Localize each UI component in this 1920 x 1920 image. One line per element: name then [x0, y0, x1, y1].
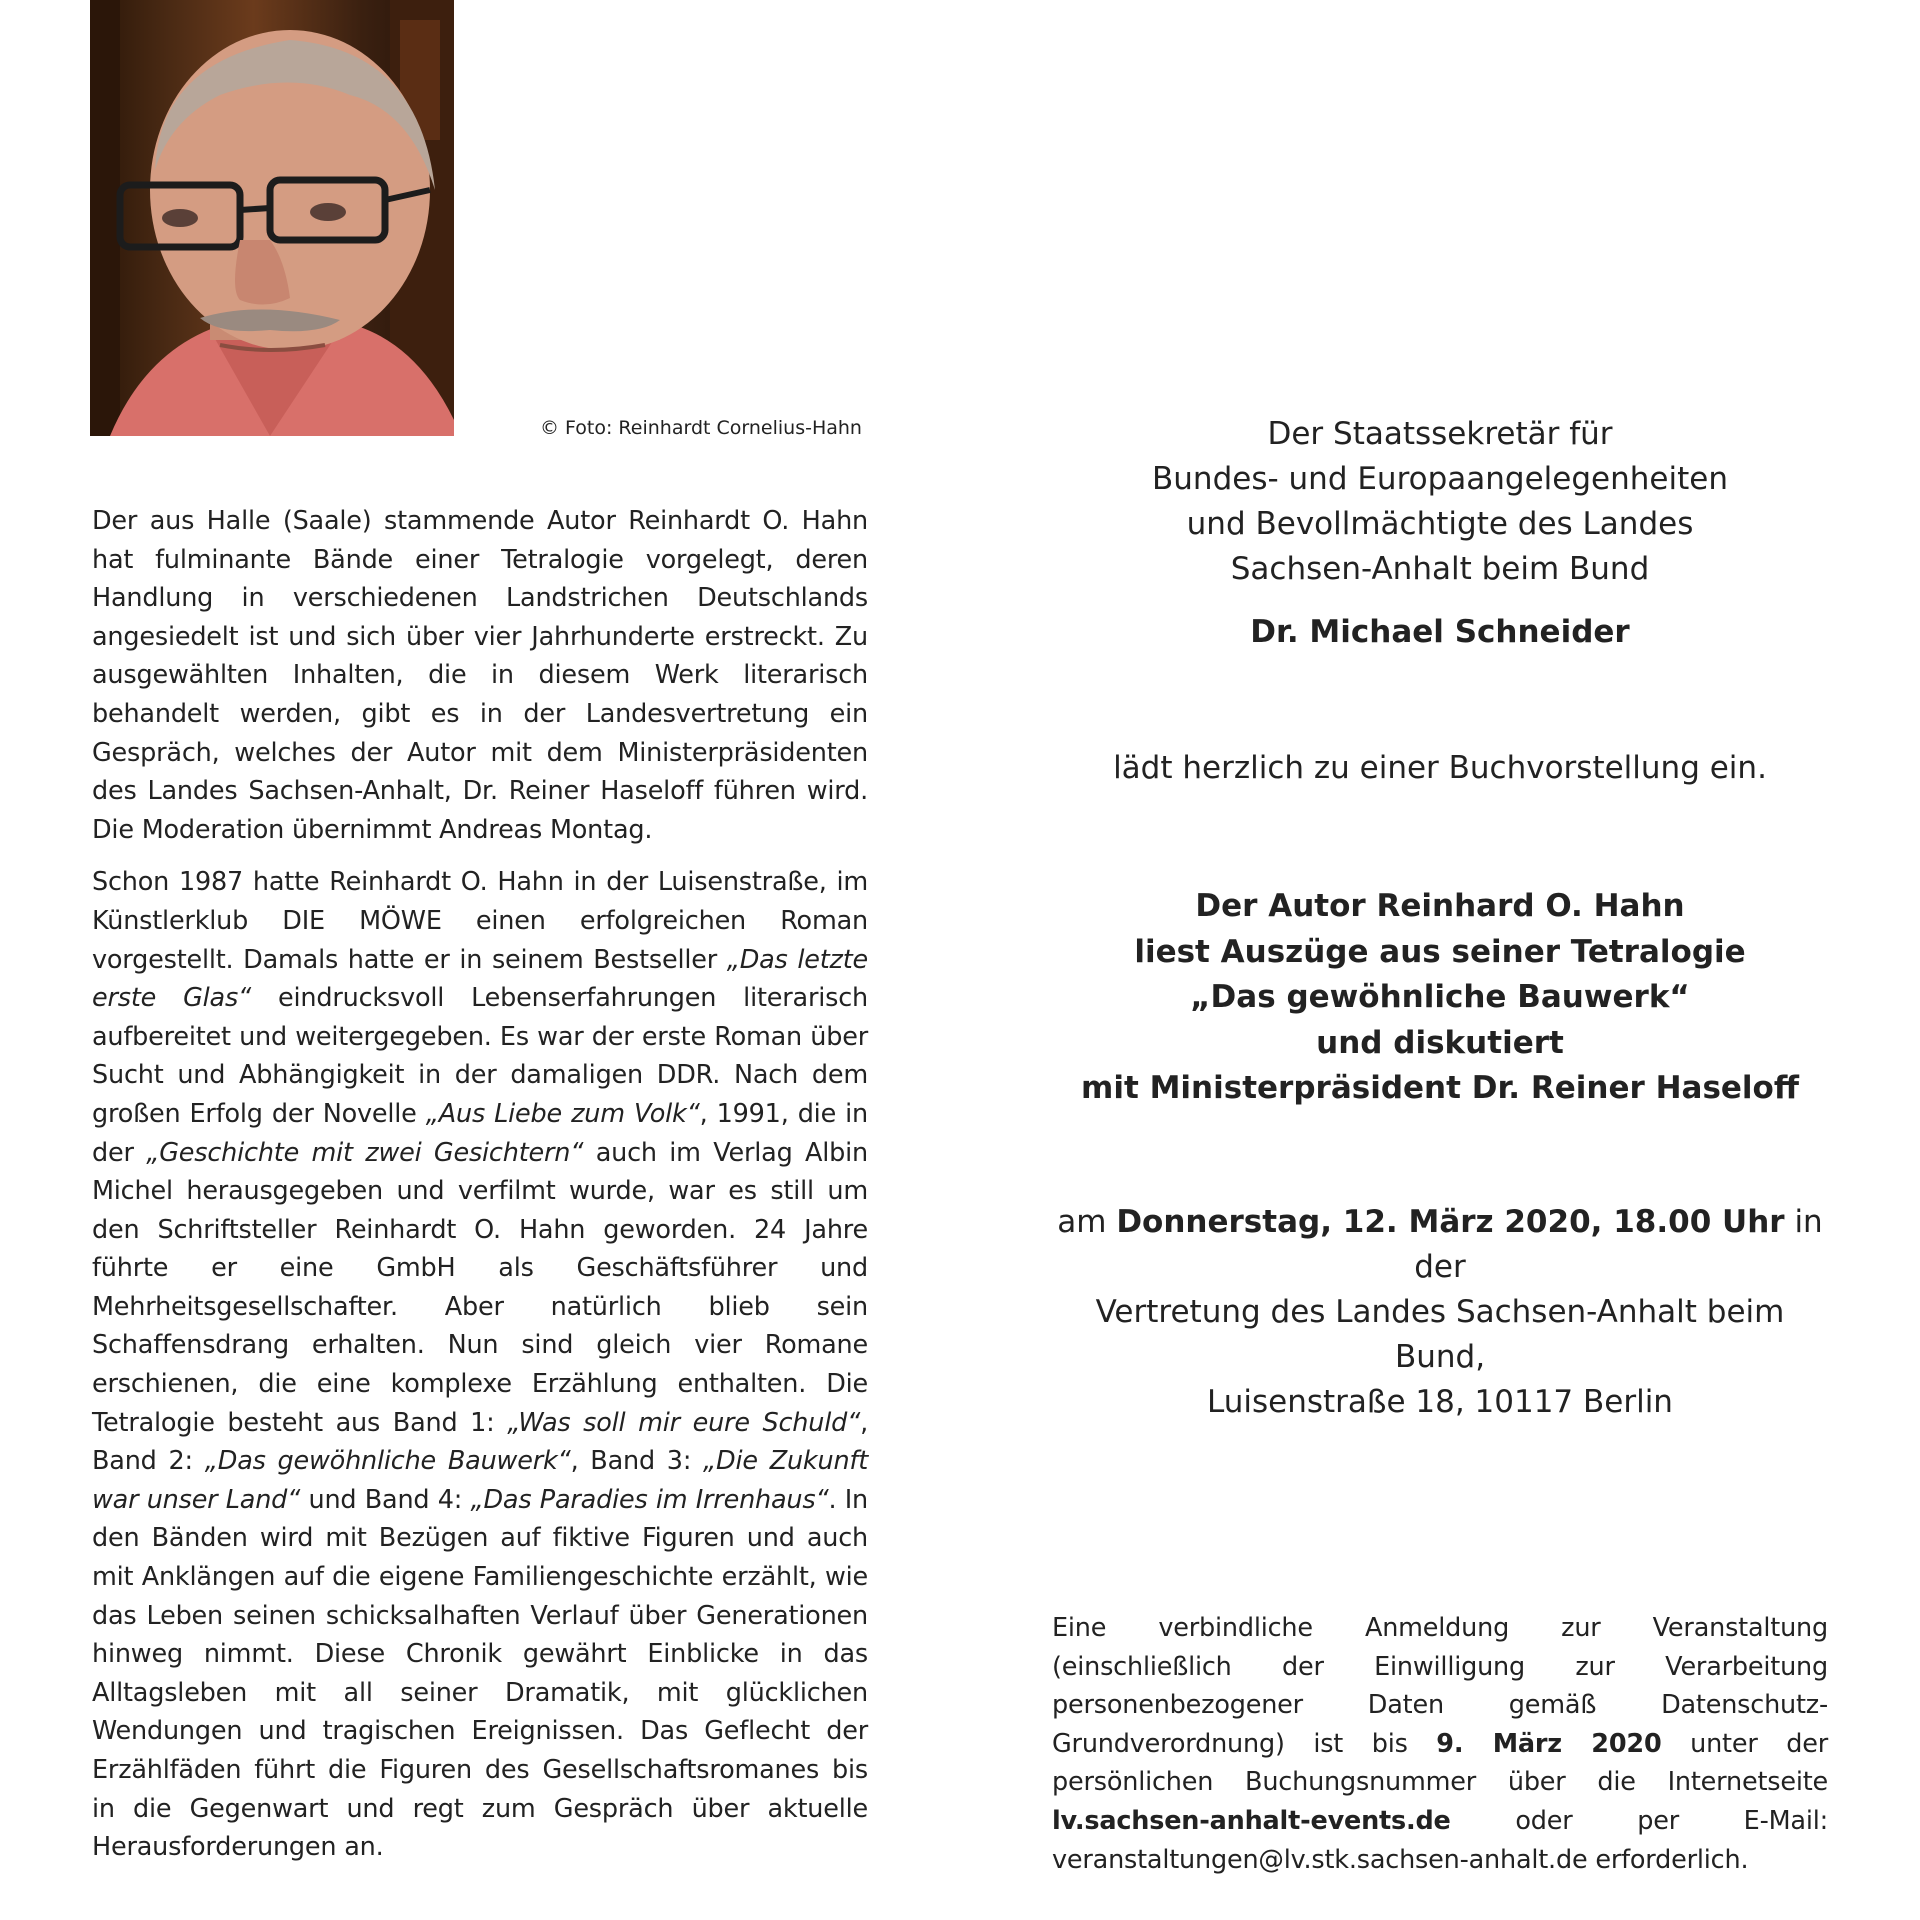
book-title-band4: „Das Paradies im Irrenhaus“ — [470, 1484, 829, 1515]
description-paragraph-1: Der aus Halle (Saale) stammende Autor Reinhardt O. Hahn hat fulminante Bände einer Tetralogie vorgelegt, deren Handlung in verschiedenen Landstrichen Deutschlands angesiedelt ist und sich über vier Jahrhunderte erstreckt. Zu ausgewählten Inhalten, die in diesem Werk literarisch behandelt werden, gibt es in der Landesvertretung ein Gespräch, welches der Autor mit dem Ministerpräsidenten des Landes Sachsen-Anhalt, Dr. Reiner Haseloff führen wird. Die Moderation übernimmt Andreas Montag. — [92, 506, 868, 845]
event-date-venue — [1050, 1200, 1830, 1425]
host-title: Der Staatssekretär für Bundes- und Europaangelegenheiten und Bevollmächtigte des Landes Sachsen-Anhalt beim Bund — [1152, 416, 1728, 587]
book-title-volk: „Aus Liebe zum Volk“ — [425, 1098, 700, 1129]
venue-line-1: Vertretung des Landes Sachsen-Anhalt beim Bund, — [1095, 1294, 1785, 1375]
registration-deadline: 9. März 2020 — [1436, 1728, 1662, 1759]
event-date: am Donnerstag, 12. März 2020, 18.00 Uhr in der — [1057, 1204, 1823, 1285]
author-portrait-photo — [90, 0, 454, 436]
venue-line-2: Luisenstraße 18, 10117 Berlin — [1207, 1384, 1673, 1420]
book-title-band2: „Das gewöhnliche Bauwerk“ — [204, 1446, 571, 1477]
book-title-band1: „Was soll mir eure Schuld“ — [507, 1407, 861, 1438]
host-name: Dr. Michael Schneider — [1250, 614, 1630, 650]
event-headline: Der Autor Reinhard O. Hahn liest Auszüge aus seiner Tetralogie „Das gewöhnliche Bauwerk“ und diskutiert mit Ministerpräsident Dr. Reiner Haseloff — [1081, 888, 1799, 1106]
registration-email-link[interactable]: veranstaltungen@lv.stk.sachsen-anhalt.de — [1052, 1844, 1588, 1875]
book-title-band3: „Die Zukunft war unser Land“ — [92, 1446, 868, 1515]
book-title-gesichter: „Geschichte mit zwei Gesichtern“ — [146, 1137, 584, 1168]
registration-website-link[interactable]: lv.sachsen-anhalt-events.de — [1052, 1805, 1451, 1836]
invite-line: lädt herzlich zu einer Buchvorstellung ein. — [1113, 750, 1767, 786]
registration-note: Eine verbindliche Anmeldung zur Veranstaltung (einschließlich der Einwilligung zur Verarbeitung personenbezogener Daten gemäß Datenschutz-Grundverordnung) ist bis 9. März 2020 unter der persönlichen Buchungsnummer über die Internetseite lv.sachsen-anhalt-events.de oder per E-Mail: veranstaltungen@lv.stk.sachsen-anhalt.de erforderlich. — [1052, 1613, 1828, 1875]
photo-credit: © Foto: Reinhardt Cornelius-Hahn — [540, 417, 862, 439]
description-paragraph-2: Schon 1987 hatte Reinhardt O. Hahn in der Luisenstraße, im Künstlerklub DIE MÖWE einen erfolgreichen Roman vorgestellt. Damals hatte er in seinem Bestseller „Das letzte erste Glas“ eindrucksvoll Lebenserfahrungen literarisch aufbereitet und weitergegeben. Es war der erste Roman über Sucht und Abhängigkeit in der damaligen DDR. Nach dem großen Erfolg der Novelle „Aus Liebe zum Volk“, 1991, die in der „Geschichte mit zwei Gesichtern“ auch im Verlag Albin Michel herausgegeben und verfilmt wurde, war es still um den Schriftsteller Reinhardt O. Hahn geworden. 24 Jahre führte er eine GmbH als Geschäftsführer und Mehrheitsgesellschafter. Aber natürlich blieb sein Schaffensdrang erhalten. Nun sind gleich vier Romane erschienen, die eine komplexe Erzählung enthalten. Die Tetralogie besteht aus Band 1: „Was soll mir eure Schuld“, Band 2: „Das gewöhnliche Bauwerk“, Band 3: „Die Zukunft war unser Land“ und Band 4: „Das Paradies im Irrenhaus“. In den Bänden wird mit Bezügen auf fiktive Figuren und auch mit Anklängen auf die eigene Familiengeschichte erzählt, wie das Leben seinen schicksalhaften Verlauf über Generationen hinweg nimmt. Diese Chronik gewährt Einblicke in das Alltagsleben mit all seiner Dramatik, mit glücklichen Wendungen und tragischen Ereignissen. Das Geflecht der Erzählfäden führt die Figuren des Gesellschaftsromanes bis in die Gegenwart und regt zum Gespräch über aktuelle Herausforderungen an. — [92, 867, 868, 1863]
portrait-illustration — [90, 0, 454, 436]
book-title-glas: „Das letzte erste Glas“ — [92, 944, 868, 1014]
event-description — [92, 502, 868, 1881]
